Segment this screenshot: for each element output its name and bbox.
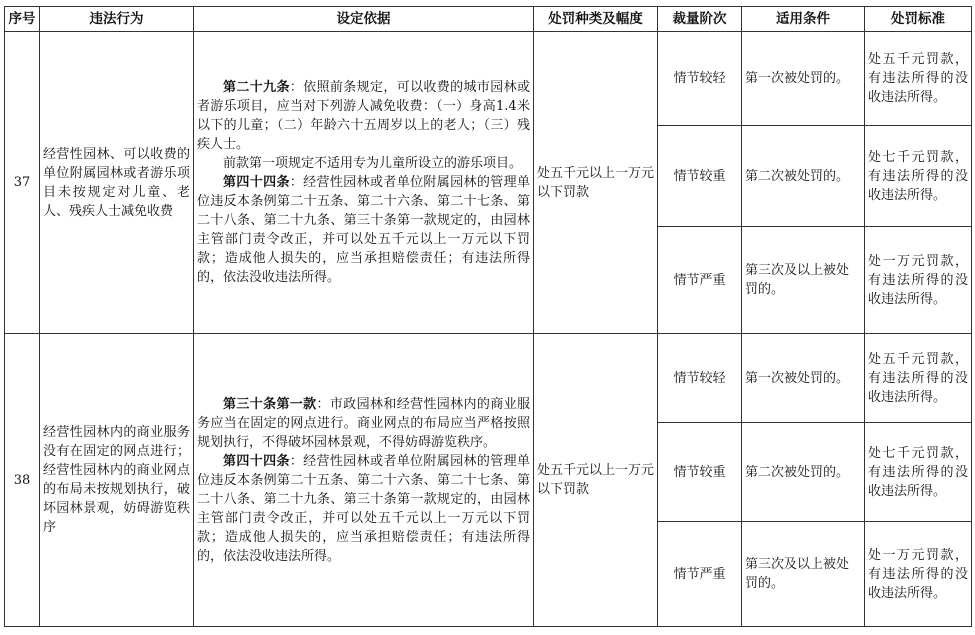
header-type: 处罚种类及幅度 [534,7,658,32]
header-std: 处罚标准 [865,7,972,32]
tier-standard: 处五千元罚款，有违法所得的没收违法所得。 [865,32,972,126]
article-ref: 第二十九条 [223,80,290,95]
tier-condition: 第二次被处罚的。 [742,423,865,522]
row-number: 37 [5,32,40,334]
tier-level: 情节较轻 [658,334,742,423]
header-level: 裁量阶次 [658,7,742,32]
legal-basis [194,32,534,334]
row-number: 38 [5,334,40,627]
header-basis: 设定依据 [194,7,534,32]
tier-condition: 第二次被处罚的。 [742,126,865,227]
tier-level: 情节严重 [658,522,742,627]
article-text: ：经营性园林或者单位附属园林的管理单位违反本条例第二十五条、第二十六条、第二十七条、第二十八条、第二十九条、第三十条第一款规定的，由园林主管部门责令改正，并可以处五千元以上一万元以下罚款；造成他人损失的，应当承担赔偿责任；有违法所得的，依法没收违法所得。 [197,453,530,564]
basis-paragraph [197,173,530,287]
penalty-type: 处五千元以上一万元以下罚款 [534,334,658,627]
tier-standard: 处五千元罚款，有违法所得的没收违法所得。 [865,334,972,423]
article-ref: 第四十四条 [223,175,290,190]
basis-paragraph [197,395,530,452]
article-text: ：市政园林和经营性园林内的商业服务应当在固定的网点进行。商业网点的布局应当严格按照规划执行，不得破坏园林景观，不得妨碍游览秩序。 [197,396,530,450]
penalty-table [4,6,972,627]
basis-paragraph [197,452,530,566]
tier-level: 情节严重 [658,227,742,334]
violation-act: 经营性园林、可以收费的单位附属园林或者游乐项目未按规定对儿童、老人、残疾人士减免收费 [40,32,194,334]
legal-basis [194,334,534,627]
header-cond: 适用条件 [742,7,865,32]
tier-level: 情节较重 [658,423,742,522]
article-text: ：依照前条规定，可以收费的城市园林或者游乐项目，应当对下列游人减免收费：（一）身高1.4米以下的儿童；（二）年龄六十五周岁以上的老人；（三）残疾人士。 [197,80,530,152]
tier-condition: 第三次及以上被处罚的。 [742,227,865,334]
penalty-type: 处五千元以上一万元以下罚款 [534,32,658,334]
table-row [5,334,972,423]
tier-standard: 处一万元罚款，有违法所得的没收违法所得。 [865,522,972,627]
tier-condition: 第一次被处罚的。 [742,334,865,423]
basis-paragraph [197,154,530,173]
header-row [5,7,972,32]
article-ref: 第三十条第一款 [223,396,317,412]
tier-level: 情节较轻 [658,32,742,126]
article-text: 前款第一项规定不适用专为儿童所设立的游乐项目。 [223,156,523,171]
basis-paragraph [197,78,530,154]
tier-standard: 处七千元罚款，有违法所得的没收违法所得。 [865,423,972,522]
article-ref: 第四十四条 [223,453,290,469]
header-act: 违法行为 [40,7,194,32]
article-text: ：经营性园林或者单位附属园林的管理单位违反本条例第二十五条、第二十六条、第二十七条、第二十八条、第二十九条、第三十条第一款规定的，由园林主管部门责令改正，并可以处五千元以上一万元以下罚款；造成他人损失的，应当承担赔偿责任；有违法所得的，依法没收违法所得。 [197,175,530,285]
tier-level: 情节较重 [658,126,742,227]
header-no: 序号 [5,7,40,32]
tier-condition: 第三次及以上被处罚的。 [742,522,865,627]
table-row [5,32,972,126]
tier-standard: 处一万元罚款，有违法所得的没收违法所得。 [865,227,972,334]
tier-condition: 第一次被处罚的。 [742,32,865,126]
tier-standard: 处七千元罚款，有违法所得的没收违法所得。 [865,126,972,227]
violation-act: 经营性园林内的商业服务没有在固定的网点进行；经营性园林内的商业网点的布局未按规划执行，破坏园林景观，妨碍游览秩序 [40,334,194,627]
